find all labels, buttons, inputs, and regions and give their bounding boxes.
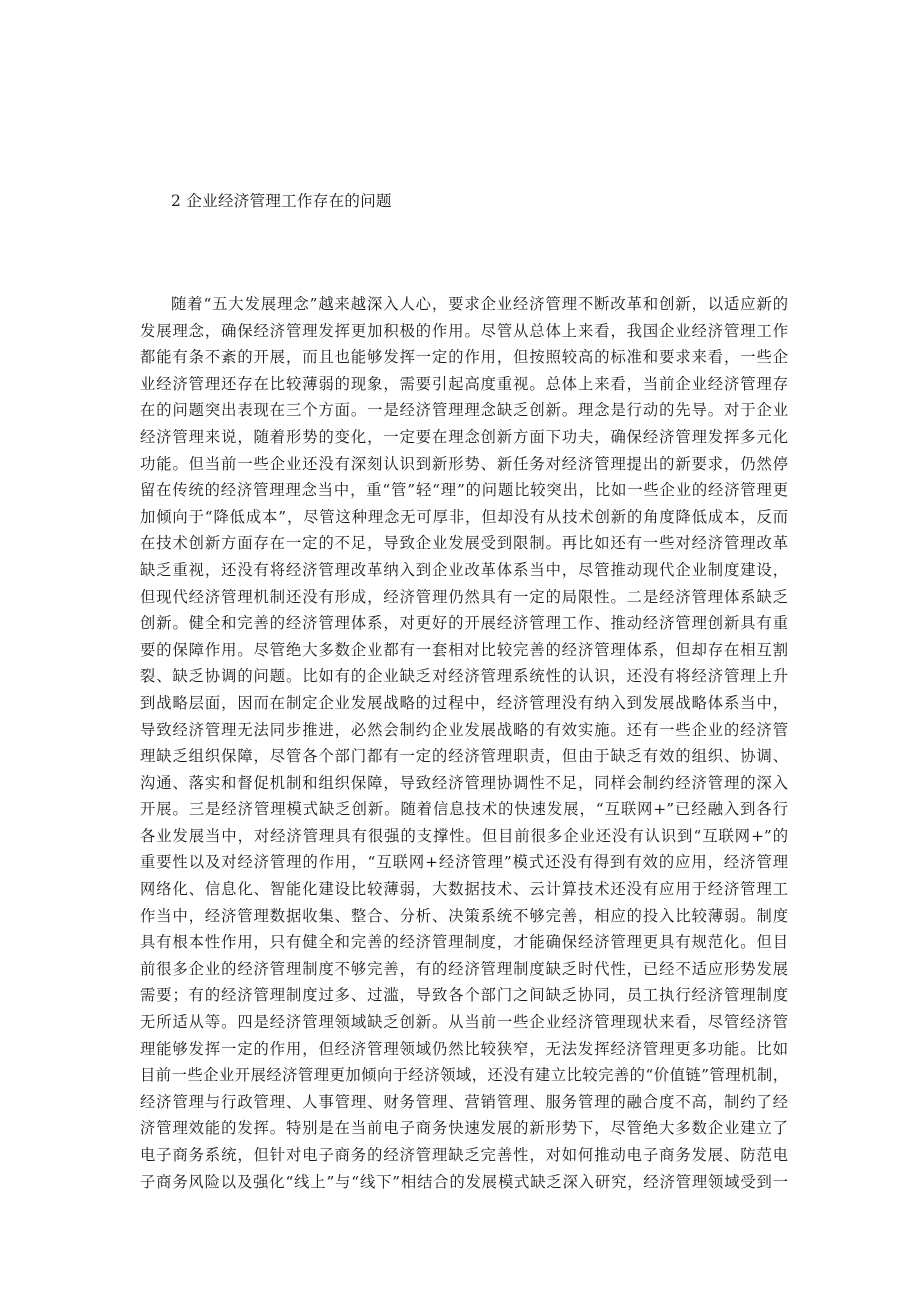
paragraph-line: 留在传统的经济管理理念当中，重“管”轻“理”的问题比较突出，比如一些企业的经济管理更 [140,481,788,500]
paragraph-line: 但现代经济管理机制还没有形成，经济管理仍然具有一定的局限性。二是经济管理体系缺乏 [140,587,788,606]
paragraph-line: 沟通、落实和督促机制和组织保障，导致经济管理协调性不足，同样会制约经济管理的深入 [140,773,788,792]
paragraph-line: 要的保障作用。尽管绝大多数企业都有一套相对比较完善的经济管理体系，但却存在相互割 [140,640,788,659]
paragraph-line: 具有根本性作用，只有健全和完善的经济管理制度，才能确保经济管理更具有规范化。但目 [140,933,788,952]
paragraph-line: 理缺乏组织保障，尽管各个部门都有一定的经济管理职责，但由于缺乏有效的组织、协调、 [140,747,788,766]
paragraph-line: 导致经济管理无法同步推进，必然会制约企业发展战略的有效实施。还有一些企业的经济管 [140,720,788,739]
paragraph-line: 到战略层面，因而在制定企业发展战略的过程中，经济管理没有纳入到发展战略体系当中， [140,693,788,712]
paragraph-line: 业经济管理还存在比较薄弱的现象，需要引起高度重视。总体上来看，当前企业经济管理存 [140,374,788,393]
paragraph-line: 经济管理来说，随着形势的变化，一定要在理念创新方面下功夫，确保经济管理发挥多元化 [140,427,788,446]
paragraph-line: 功能。但当前一些企业还没有深刻认识到新形势、新任务对经济管理提出的新要求，仍然停 [140,454,788,473]
paragraph-line: 开展。三是经济管理模式缺乏创新。随着信息技术的快速发展，“互联网+”已经融入到各行 [140,800,788,819]
paragraph-line: 缺乏重视，还没有将经济管理改革纳入到企业改革体系当中，尽管推动现代企业制度建设， [140,560,788,579]
paragraph-line: 济管理效能的发挥。特别是在当前电子商务快速发展的新形势下，尽管绝大多数企业建立了 [140,1119,788,1138]
paragraph-line: 都能有条不紊的开展，而且也能够发挥一定的作用，但按照较高的标准和要求来看，一些企 [140,348,788,367]
body-paragraph [140,291,788,1195]
paragraph-line: 在技术创新方面存在一定的不足，导致企业发展受到限制。再比如还有一些对经济管理改革 [140,534,788,553]
paragraph-line: 无所适从等。四是经济管理领域缺乏创新。从当前一些企业经济管理现状来看，尽管经济管 [140,1013,788,1032]
paragraph-line: 网络化、信息化、智能化建设比较薄弱，大数据技术、云计算技术还没有应用于经济管理工 [140,880,788,899]
paragraph-line: 在的问题突出表现在三个方面。一是经济管理理念缺乏创新。理念是行动的先导。对于企业 [140,401,788,420]
paragraph-line: 重要性以及对经济管理的作用，“互联网+经济管理”模式还没有得到有效的应用，经济管理 [140,853,788,872]
paragraph-line: 随着“五大发展理念”越来越深入人心，要求企业经济管理不断改革和创新，以适应新的 [171,295,788,313]
paragraph-line: 前很多企业的经济管理制度不够完善，有的经济管理制度缺乏时代性，已经不适应形势发展 [140,959,788,978]
paragraph-line: 子商务风险以及强化“线上”与“线下”相结合的发展模式缺乏深入研究，经济管理领域受到一 [140,1172,788,1191]
paragraph-line: 各业发展当中，对经济管理具有很强的支撑性。但目前很多企业还没有认识到“互联网+”的 [140,826,788,845]
paragraph-line: 创新。健全和完善的经济管理体系，对更好的开展经济管理工作、推动经济管理创新具有重 [140,614,788,633]
section-heading: 2 企业经济管理工作存在的问题 [171,192,392,210]
paragraph-line: 裂、缺乏协调的问题。比如有的企业缺乏对经济管理系统性的认识，还没有将经济管理上升 [140,667,788,686]
paragraph-line: 作当中，经济管理数据收集、整合、分析、决策系统不够完善，相应的投入比较薄弱。制度 [140,906,788,925]
paragraph-line: 电子商务系统，但针对电子商务的经济管理缺乏完善性，对如何推动电子商务发展、防范电 [140,1146,788,1164]
paragraph-line: 加倾向于“降低成本”，尽管这种理念无可厚非，但却没有从技术创新的角度降低成本，反而 [140,507,788,526]
paragraph-line: 经济管理与行政管理、人事管理、财务管理、营销管理、服务管理的融合度不高，制约了经 [140,1092,788,1111]
paragraph-line: 目前一些企业开展经济管理更加倾向于经济领域，还没有建立比较完善的“价值链”管理机制， [140,1066,788,1085]
paragraph-line: 需要；有的经济管理制度过多、过滥，导致各个部门之间缺乏协同，员工执行经济管理制度 [140,986,788,1005]
paragraph-line: 理能够发挥一定的作用，但经济管理领域仍然比较狭窄，无法发挥经济管理更多功能。比如 [140,1039,788,1058]
paragraph-line: 发展理念，确保经济管理发挥更加积极的作用。尽管从总体上来看，我国企业经济管理工作 [140,321,788,340]
